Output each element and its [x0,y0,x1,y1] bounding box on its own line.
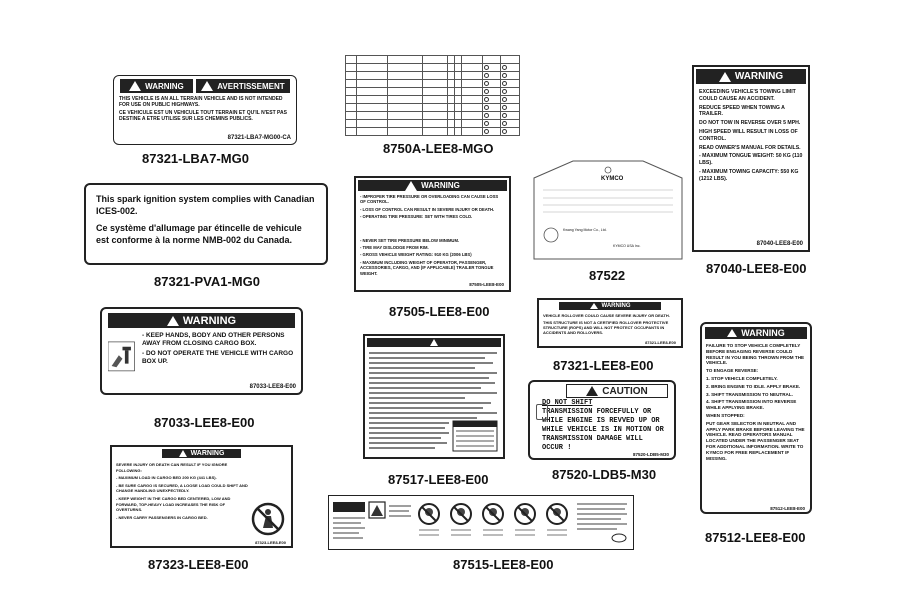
label-87321-lee8-e00 [537,298,683,348]
warning-header: WARNING [696,69,806,84]
warning-triangle-icon [590,303,598,309]
label-text: - DO NOT OPERATE THE VEHICLE WITH CARGO BOX UP. [141,350,294,365]
caution-header: CAUTION [566,384,668,398]
part-caption: 87517-LEE8-E00 [388,472,489,487]
company-tw-text: Kwang Yang Motor Co., Ltd. [563,228,607,232]
hand-pinch-icon [108,332,137,382]
label-code: 87040-LEE8-E00 [756,241,803,247]
label-text: THIS VEHICLE IS AN ALL TERRAIN VEHICLE AND IS NOT INTENDED FOR USE ON PUBLIC HIGHWAYS. [119,96,283,108]
warning-header: WARNING [120,79,193,93]
label-text: EXCEEDING VEHICLE'S TOWING LIMIT COULD CAUSE AN ACCIDENT. [699,89,796,102]
label-text: DO NOT SHIFT [542,399,593,407]
company-text: KYMCO USA Inc. [613,244,641,248]
warning-header: WARNING [358,180,507,191]
label-87040-lee8-e00 [692,65,810,252]
label-text: TO ENGAGE REVERSE: [706,368,759,374]
label-text: CE VEHICULE EST UN VEHICULE TOUT TERRAIN ET QU'IL N'EST PAS DESTINE A ETRE UTILISE SUR LES CHEMINS PUBLICS. [119,110,287,122]
label-text: - MAXIMUM TOWING CAPACITY: 550 KG (1212 LBS). [699,168,799,182]
vin-tag-shape [533,160,683,260]
label-code: 87520-LDB5-M30 [632,452,669,457]
label-text: - NEVER SET TIRE PRESSURE BELOW MINIMUM. [360,237,460,243]
warning-triangle-icon [727,329,737,337]
part-caption: 87323-LEE8-E00 [148,557,249,572]
part-caption: 87505-LEE8-E00 [389,304,490,319]
label-87321-lba7-mg0 [113,75,297,145]
label-text: THIS STRUCTURE IS NOT A CERTIFIED ROLLOVER PROTECTIVE STRUCTURE (ROPS) AND WILL NOT PROTECT OCCUPANTS IN ACCIDENTS AND ROLLOVERS. [543,320,669,335]
label-text: - NEVER CARRY PASSENGERS IN CARGO BED. [116,514,208,520]
label-87321-pva1-mg0 [84,183,328,265]
part-caption: 87040-LEE8-E00 [706,261,807,276]
label-8750a-lee8-mgo [345,55,520,135]
label-text: READ OWNER'S MANUAL FOR DETAILS. [699,144,801,151]
label-text: REDUCE SPEED WHEN TOWING A TRAILER. [699,104,785,118]
label-code: 87321-LEE8-E00 [645,340,676,345]
mounting-slot [536,404,548,420]
label-text: DO NOT TOW IN REVERSE OVER 5 MPH. [699,120,801,127]
warning-triangle-icon [201,81,213,91]
label-text: 1. STOP VEHICLE COMPLETELY. [706,375,778,381]
no-passengers-icon [251,502,285,536]
warning-triangle-icon [179,450,187,457]
label-text: This spark ignition system complies with Canadian ICES-002. [96,194,315,216]
warning-header-fr: AVERTISSEMENT [196,79,290,93]
part-caption: 87522 [589,268,626,283]
warning-header: WARNING [559,302,661,310]
label-text: - TIRE MAY DISLODGE FROM RIM. [360,245,429,251]
label-87515-lee8-e00 [328,495,634,550]
warning-triangle-icon [719,72,731,82]
label-text: HIGH SPEED WILL RESULT IN LOSS OF CONTROL. [699,128,798,142]
pictogram-strip [329,496,632,548]
label-text: FAILURE TO STOP VEHICLE COMPLETELY BEFORE ENGAGING REVERSE COULD RESULT IN YOU BEING THROWN FROM THE VEHICLE. [706,343,805,366]
label-text: PUT GEAR SELECTOR IN NEUTRAL AND APPLY PARK BRAKE BEFORE LEAVING THE VEHICLE. READ OPERATORS MANUAL LOCATED UNDER THE PASSENGER SEAT FOR ADDITIONAL INFORMATION. WRITE TO KYMCO FOR FREE REPLACEMENT IF MISSING. [706,420,805,461]
label-text: 2. BRING ENGINE TO IDLE. APPLY BRAKE. [706,383,801,389]
label-code: 87323-LEE8-E00 [255,540,286,545]
label-text: WHEN STOPPED: [706,412,745,418]
warning-header: WARNING [108,313,295,328]
label-code: 87033-LEE8-E00 [249,384,296,390]
label-text: - GROSS VEHICLE WEIGHT RATING: 910 KG (2006 LBS) [360,252,472,258]
label-text: - LOSS OF CONTROL CAN RESULT IN SEVERE INJURY OR DEATH. [360,206,495,212]
label-87512-lee8-e00 [700,322,812,514]
label-code: 87505-LEE8-E00 [469,282,504,287]
label-code: 87321-LBA7-MG00-CA [227,135,291,141]
part-caption: 87033-LEE8-E00 [154,415,255,430]
label-text: SEVERE INJURY OR DEATH CAN RESULT IF YOU IGNORE FOLLOWING: [116,462,228,473]
part-caption: 87321-LBA7-MG0 [142,151,249,166]
label-text: TRANSMISSION FORCEFULLY OR WHILE ENGINE IS REVVED UP OR WHILE VEHICLE IS IN MOTION OR TRANSMISSION DAMAGE WILL OCCUR ! [542,408,664,452]
label-text: - MAXIMUM INCLUDING WEIGHT OF OPERATOR, PASSENGER, ACCESSORIES, CARGO, AND (IF APPLICABLE) TRAILER TONGUE WEIGHT. [360,259,494,276]
label-text: - OPERATING TIRE PRESSURE: SET WITH TIRES COLD. [360,214,473,220]
part-caption: 87515-LEE8-E00 [453,557,554,572]
label-87520-ldb5-m30 [528,380,676,460]
warning-triangle-icon [430,339,438,346]
part-caption: 87321-LEE8-E00 [553,358,654,373]
label-text: - MAXIMUM TONGUE WEIGHT: 50 KG (110 LBS). [699,153,803,167]
label-87033-lee8-e00 [100,307,303,395]
dense-text-lines [365,349,501,457]
brand-text: KYMCO [601,176,624,182]
part-caption: 87520-LDB5-M30 [552,467,657,482]
warning-header: WARNING [162,449,241,458]
label-text: - BE SURE CARGO IS SECURED, A LOOSE LOAD COULD SHIFT AND CHANGE HANDLING UNEXPECTEDLY. [116,482,248,494]
warning-triangle-icon [405,181,417,191]
label-87323-lee8-e00 [110,445,293,548]
label-text: - IMPROPER TIRE PRESSURE OR OVERLOADING CAN CAUSE LOSS OF CONTROL. [360,194,499,205]
part-caption: 87512-LEE8-E00 [705,530,806,545]
label-87517-lee8-e00 [363,334,505,459]
label-text: Ce système d'allumage par étincelle de vehicule est conforme à la norme NMB-002 du Canada. [96,223,302,245]
warning-triangle-icon [167,316,179,326]
warning-header: WARNING [705,327,807,339]
label-code: 87512-LEE8-E00 [770,506,805,511]
label-text: - KEEP WEIGHT IN THE CARGO BED CENTERED, LOW AND FORWARD, TOP-HEAVY LOAD INCREASES THE RISK OF OVERTURNS. [116,495,231,513]
label-text: 4. SHIFT TRANSMISSION INTO REVERSE WHILE APPLYING BRAKE. [706,399,797,411]
label-text: - KEEP HANDS, BODY AND OTHER PERSONS AWAY FROM CLOSING CARGO BOX. [141,332,285,347]
part-caption: 8750A-LEE8-MGO [383,141,494,156]
label-87522 [533,160,683,260]
parts-table [345,55,520,136]
label-87505-lee8-e00 [354,176,511,292]
part-caption: 87321-PVA1-MG0 [154,274,260,289]
caution-triangle-icon [586,386,598,396]
label-text: VEHICLE ROLLOVER COULD CAUSE SEVERE INJURY OR DEATH. [543,313,670,318]
warning-triangle-icon [129,81,141,91]
label-text: 3. SHIFT TRANSMISSION TO NEUTRAL. [706,391,793,397]
warning-header [367,338,501,347]
label-text: - MAXIMUM LOAD IN CARGO BED 200 KG (441 LBS). [116,475,217,481]
